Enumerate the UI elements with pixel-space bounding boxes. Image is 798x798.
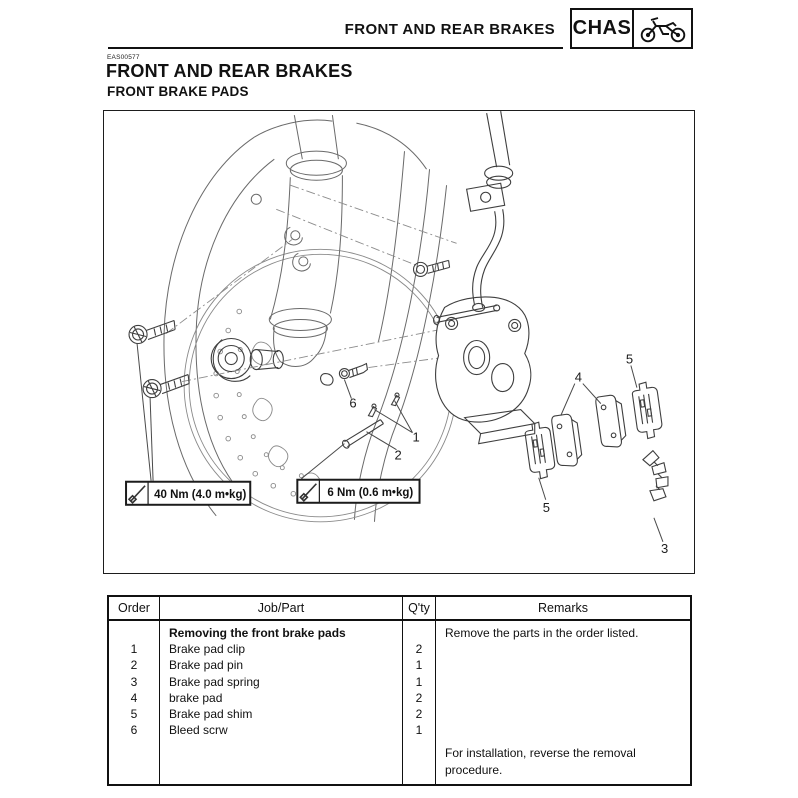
table-cell-line bbox=[109, 625, 159, 641]
svg-text:40 Nm (4.0 m•kg): 40 Nm (4.0 m•kg) bbox=[154, 489, 247, 502]
parts-table bbox=[107, 595, 692, 786]
order-column bbox=[109, 621, 160, 784]
leader-lines bbox=[137, 344, 663, 542]
col-header-qty: Q'ty bbox=[403, 597, 436, 619]
brake-hose bbox=[467, 111, 513, 311]
chapter-badge bbox=[570, 8, 693, 49]
brake-pad-shim-left bbox=[524, 421, 557, 480]
table-cell-line: 1 bbox=[415, 658, 423, 673]
callout-1: 1 bbox=[412, 429, 420, 445]
fork-leg bbox=[269, 115, 346, 366]
qty-column bbox=[403, 621, 436, 784]
callout-5-top: 5 bbox=[625, 351, 634, 367]
job-part-column bbox=[160, 621, 403, 784]
brake-pad-clips bbox=[368, 393, 399, 417]
table-cell-line: 2 bbox=[415, 706, 423, 721]
table-cell-line: 1 bbox=[415, 723, 423, 738]
table-cell-line: Remove the parts in the order listed. bbox=[445, 626, 639, 640]
table-cell-line: 1 bbox=[130, 642, 138, 657]
table-cell-line: Brake pad clip bbox=[169, 642, 246, 657]
motorcycle-icon bbox=[634, 10, 691, 47]
table-cell-line: brake pad bbox=[169, 690, 223, 705]
col-header-remarks: Remarks bbox=[537, 601, 588, 615]
page-subtitle: FRONT BRAKE PADS bbox=[107, 84, 249, 99]
table-cell-line bbox=[403, 625, 435, 641]
table-cell-line bbox=[445, 706, 682, 722]
chapter-code: CHAS bbox=[572, 10, 634, 47]
torque-label-6nm bbox=[297, 480, 419, 503]
table-cell-line bbox=[445, 674, 682, 690]
table-cell-line: Removing the front brake pads bbox=[169, 626, 346, 640]
table-cell-line bbox=[445, 690, 682, 706]
parts-table-body bbox=[109, 621, 690, 784]
brake-pad-spring bbox=[643, 451, 668, 501]
brake-pad-pin bbox=[341, 420, 383, 450]
callout-6: 6 bbox=[349, 395, 357, 411]
bleed-screw-cap bbox=[321, 374, 333, 386]
page-title: FRONT AND REAR BRAKES bbox=[106, 61, 353, 81]
table-cell-line: 6 bbox=[130, 723, 138, 738]
table-cell-line: 5 bbox=[130, 706, 138, 721]
bleed-screw bbox=[339, 364, 367, 379]
table-cell-line: Brake pad shim bbox=[169, 706, 253, 721]
caliper-bolt-upper bbox=[129, 320, 175, 343]
table-cell-line: 1 bbox=[415, 674, 423, 689]
section-code: EAS00577 bbox=[107, 54, 140, 61]
table-cell-line: 2 bbox=[130, 658, 138, 673]
hose-clamp-bolt bbox=[414, 260, 450, 276]
callout-4: 4 bbox=[574, 369, 583, 385]
callout-3: 3 bbox=[660, 540, 669, 556]
parts-table-header bbox=[109, 597, 690, 621]
callout-2: 2 bbox=[394, 447, 402, 463]
brake-caliper bbox=[434, 297, 535, 444]
table-cell-line: Brake pad spring bbox=[169, 674, 260, 689]
running-header-title: FRONT AND REAR BRAKES bbox=[344, 21, 555, 38]
table-cell-line: 3 bbox=[130, 674, 138, 689]
table-cell-line bbox=[445, 641, 682, 657]
table-cell-line bbox=[445, 722, 682, 738]
brake-pad-left bbox=[551, 413, 583, 468]
remarks-column bbox=[436, 621, 690, 784]
table-cell-line: 2 bbox=[415, 690, 423, 705]
brake-pad-shim-right bbox=[631, 381, 664, 440]
brake-diagram-svg bbox=[104, 111, 694, 573]
col-header-job-part: Job/Part bbox=[160, 597, 403, 619]
table-cell-line: 2 bbox=[415, 642, 423, 657]
assembly-axis-lines bbox=[166, 185, 456, 381]
header-rule bbox=[108, 47, 563, 49]
callout-5-bottom: 5 bbox=[542, 499, 550, 515]
closing-remark: For installation, reverse the removal procedure. bbox=[445, 746, 636, 777]
svg-text:6 Nm (0.6 m•kg): 6 Nm (0.6 m•kg) bbox=[327, 487, 414, 500]
table-cell-line: 4 bbox=[130, 690, 138, 705]
torque-label-40nm bbox=[126, 482, 250, 505]
exploded-view-diagram bbox=[103, 110, 695, 574]
axle-hub bbox=[211, 338, 283, 381]
col-header-order: Order bbox=[109, 597, 160, 619]
table-cell-line: Bleed scrw bbox=[169, 723, 228, 738]
table-cell-line: Brake pad pin bbox=[169, 658, 244, 673]
table-cell-line bbox=[445, 657, 682, 673]
